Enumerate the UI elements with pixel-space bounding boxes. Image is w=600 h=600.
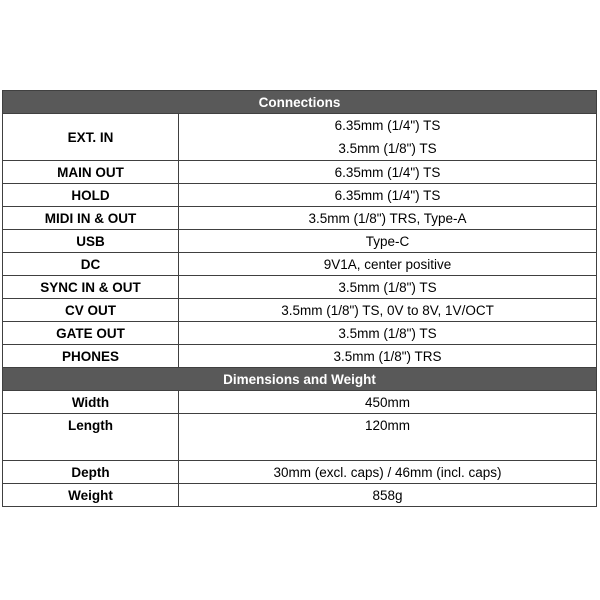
row-value-depth: 30mm (excl. caps) / 46mm (incl. caps): [179, 461, 597, 484]
row-value-cv-out: 3.5mm (1/8") TS, 0V to 8V, 1V/OCT: [179, 299, 597, 322]
table-row: [3, 461, 597, 484]
row-label-width: Width: [3, 391, 179, 414]
row-label-dc: DC: [3, 253, 179, 276]
table-row: [3, 114, 597, 161]
row-value-main-out: 6.35mm (1/4") TS: [179, 161, 597, 184]
table-row: [3, 207, 597, 230]
row-value-width: 450mm: [179, 391, 597, 414]
table-row: [3, 276, 597, 299]
row-label-ext-in: EXT. IN: [3, 114, 179, 161]
table-row: [3, 322, 597, 345]
row-value-weight: 858g: [179, 484, 597, 507]
row-label-main-out: MAIN OUT: [3, 161, 179, 184]
table-row: [3, 414, 597, 461]
row-label-phones: PHONES: [3, 345, 179, 368]
table-row: [3, 230, 597, 253]
table-row: [3, 184, 597, 207]
row-value-gate-out: 3.5mm (1/8") TS: [179, 322, 597, 345]
row-label-weight: Weight: [3, 484, 179, 507]
row-label-usb: USB: [3, 230, 179, 253]
table-row: [3, 299, 597, 322]
row-label-gate-out: GATE OUT: [3, 322, 179, 345]
section-title: Dimensions and Weight: [3, 368, 597, 391]
table-row: [3, 345, 597, 368]
row-value-ext-in: [179, 114, 597, 161]
row-value-usb: Type-C: [179, 230, 597, 253]
row-value-dc: 9V1A, center positive: [179, 253, 597, 276]
table-row: [3, 161, 597, 184]
row-value-phones: 3.5mm (1/8") TRS: [179, 345, 597, 368]
table-row: [3, 253, 597, 276]
table-row: [3, 391, 597, 414]
row-label-sync: SYNC IN & OUT: [3, 276, 179, 299]
value-line: 3.5mm (1/8") TS: [338, 141, 437, 156]
table-row: [3, 484, 597, 507]
row-value-hold: 6.35mm (1/4") TS: [179, 184, 597, 207]
spec-table: [2, 90, 597, 507]
section-header-dimensions: [3, 368, 597, 391]
row-value-sync: 3.5mm (1/8") TS: [179, 276, 597, 299]
length-label-text: Length: [68, 418, 113, 433]
value-line: 6.35mm (1/4") TS: [334, 118, 441, 133]
row-label-length: [3, 414, 179, 461]
row-label-depth: Depth: [3, 461, 179, 484]
row-label-hold: HOLD: [3, 184, 179, 207]
length-value-text: 120mm: [364, 418, 410, 433]
section-title: Connections: [3, 91, 597, 114]
row-value-length: [179, 414, 597, 461]
section-header-connections: [3, 91, 597, 114]
row-value-midi: 3.5mm (1/8") TRS, Type-A: [179, 207, 597, 230]
row-label-midi: MIDI IN & OUT: [3, 207, 179, 230]
row-label-cv-out: CV OUT: [3, 299, 179, 322]
